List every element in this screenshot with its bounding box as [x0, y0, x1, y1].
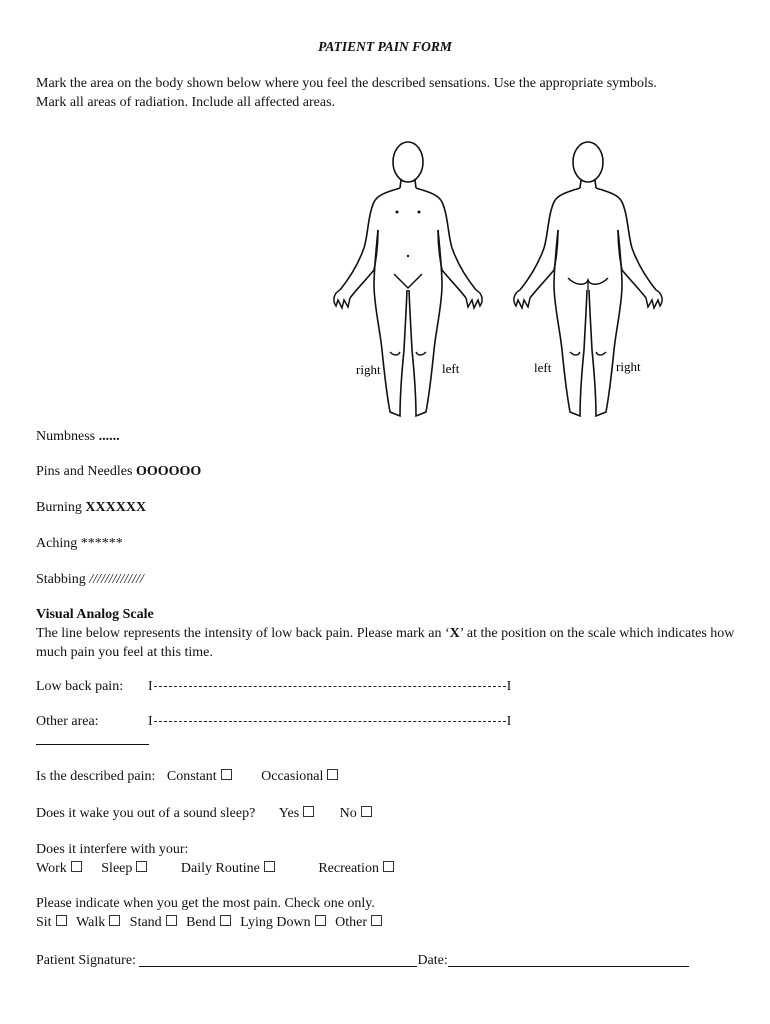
legend-stabbing [36, 571, 144, 589]
option-label: Walk [76, 915, 106, 930]
date-label: Date: [417, 953, 448, 968]
checkbox[interactable] [303, 806, 314, 817]
option-label: Occasional [261, 769, 324, 784]
legend-symbol: ****** [80, 536, 123, 551]
signature-field[interactable] [139, 951, 417, 967]
most-pain-options [36, 914, 382, 932]
wake-row [36, 805, 372, 823]
scale-line[interactable] [154, 686, 506, 687]
described-pain-question: Is the described pain: [36, 769, 156, 784]
option-label: Sit [36, 915, 52, 930]
checkbox[interactable] [327, 769, 338, 780]
scale-end: I [506, 714, 512, 729]
option-sit[interactable] [36, 915, 67, 930]
body-diagram[interactable] [320, 130, 700, 430]
form-title: PATIENT PAIN FORM [318, 39, 452, 54]
option-stand[interactable] [130, 915, 177, 930]
legend-symbol: XXXXXX [85, 500, 147, 515]
legend-label: Stabbing [36, 572, 86, 587]
option-lying-down[interactable] [240, 915, 325, 930]
vas-heading: Visual Analog Scale [36, 607, 154, 622]
vas-description [36, 624, 736, 662]
option-walk[interactable] [76, 915, 120, 930]
legend-label: Burning [36, 500, 82, 515]
other-area-input-line[interactable] [36, 728, 149, 745]
checkbox[interactable] [361, 806, 372, 817]
interfere-options [36, 860, 394, 878]
legend-symbol: OOOOOO [135, 464, 202, 479]
low-back-pain-label: Low back pain: [36, 679, 124, 694]
scale-end: I [506, 679, 512, 694]
other-area-label: Other area: [36, 714, 99, 729]
option-label: No [339, 806, 357, 821]
option-label: Work [36, 861, 67, 876]
described-pain-row [36, 768, 338, 786]
legend-label: Aching [36, 536, 78, 551]
checkbox[interactable] [383, 861, 394, 872]
legend-pins-and-needles [36, 463, 201, 481]
date-field[interactable] [448, 951, 689, 967]
option-daily-routine[interactable] [181, 861, 275, 876]
option-label: Recreation [318, 861, 379, 876]
option-label: Sleep [101, 861, 133, 876]
legend-aching [36, 535, 123, 553]
most-pain-question: Please indicate when you get the most pain. Check one only. [36, 896, 375, 911]
checkbox[interactable] [136, 861, 147, 872]
checkbox[interactable] [71, 861, 82, 872]
signature-label: Patient Signature: [36, 953, 136, 968]
option-occasional[interactable] [261, 769, 338, 784]
checkbox[interactable] [315, 915, 326, 926]
checkbox[interactable] [109, 915, 120, 926]
option-sleep[interactable] [101, 861, 147, 876]
scale-start: I [148, 714, 153, 729]
vas-description-mark: X [449, 626, 460, 641]
instructions-line-1: Mark the area on the body shown below where you feel the described sensations. Use the appropriate symbols. [36, 76, 657, 91]
back-left-label: left [534, 360, 552, 375]
option-label: Daily Routine [180, 861, 260, 876]
front-left-label: left [442, 361, 460, 376]
vas-description-part: ’ at the position on the scale which indicates how much pain you feel at this time. [36, 626, 735, 660]
legend-label: Pins and Needles [36, 464, 133, 479]
option-label: Lying Down [240, 915, 311, 930]
other-area-scale[interactable] [148, 713, 511, 731]
instructions [36, 74, 736, 112]
legend-symbol: ...... [98, 429, 120, 444]
checkbox[interactable] [56, 915, 67, 926]
signature-row [36, 951, 689, 970]
scale-line[interactable] [154, 721, 506, 722]
vas-description-part: The line below represents the intensity of low back pain. Please mark an ‘ [36, 626, 450, 641]
option-label: Bend [186, 915, 216, 930]
wake-question: Does it wake you out of a sound sleep? [36, 806, 256, 821]
option-other[interactable] [335, 915, 382, 930]
checkbox[interactable] [220, 915, 231, 926]
front-right-label: right [356, 362, 381, 377]
legend-symbol: ////////////// [89, 572, 144, 587]
option-work[interactable] [36, 861, 82, 876]
option-label: Constant [166, 769, 217, 784]
option-constant[interactable] [167, 769, 232, 784]
option-bend[interactable] [186, 915, 231, 930]
checkbox[interactable] [166, 915, 177, 926]
scale-start: I [148, 679, 153, 694]
interfere-question: Does it interfere with your: [36, 842, 189, 857]
option-label: Stand [129, 915, 162, 930]
option-label: Yes [278, 806, 300, 821]
legend-numbness [36, 428, 120, 446]
low-back-pain-scale[interactable] [148, 678, 511, 696]
checkbox[interactable] [371, 915, 382, 926]
option-recreation[interactable] [318, 861, 394, 876]
option-label: Other [335, 915, 368, 930]
option-no[interactable] [340, 806, 372, 821]
legend-burning [36, 499, 146, 517]
instructions-line-2: Mark all areas of radiation. Include all affected areas. [36, 95, 336, 110]
legend-label: Numbness [36, 429, 96, 444]
checkbox[interactable] [221, 769, 232, 780]
checkbox[interactable] [264, 861, 275, 872]
option-yes[interactable] [279, 806, 314, 821]
back-right-label: right [616, 359, 641, 374]
